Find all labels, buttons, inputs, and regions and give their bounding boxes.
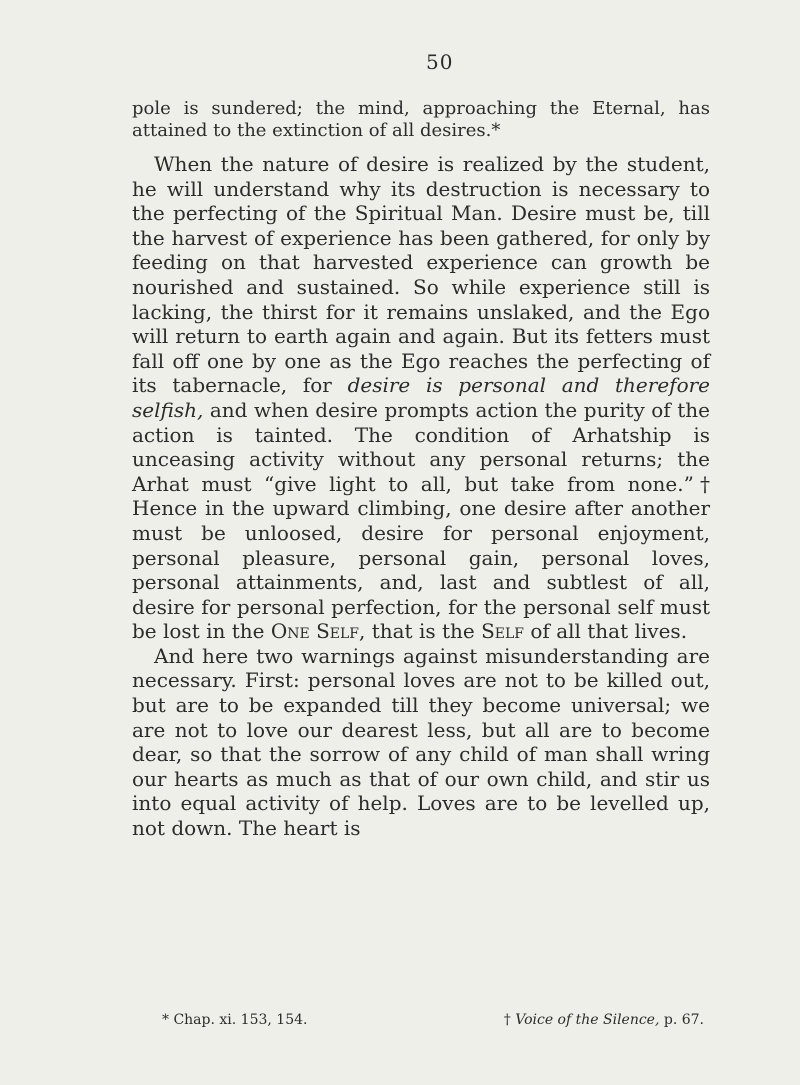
page-number: 50: [426, 50, 454, 74]
paragraph-2-text-b: and when desire prompts action the purity of the action is tainted. The condition of Arhatship is unceasing activity without any personal returns; the Arhat must “give light to all, but take from none.”† Hence in the upward climbing, one desire after another must be unloosed, desire for personal enjoyment, personal pleasure, personal gain, personal loves, personal attainments, and, last and subtlest of all, desire for personal perfection, for the personal self must be lost in the: [132, 397, 710, 644]
footnote-2: [504, 1012, 710, 1028]
footnote-2-suffix: p. 67.: [659, 1012, 704, 1028]
footnotes: [132, 1012, 710, 1028]
footnote-1: * Chap. xi. 153, 154.: [162, 1012, 308, 1028]
paragraph-2: [132, 152, 710, 644]
paragraph-2-italic: desire is personal and therefore selfish,: [132, 373, 711, 422]
paragraph-2-text-c: , that is the: [359, 619, 482, 644]
paragraph-2-text-a: When the nature of desire is realized by the student, he will understand why its destruction is necessary to the perfecting of the Spiritual Man. Desire must be, till the harvest of experience has been gathered, for only by feeding on that harvested experience can growth be nourished and sustained. So while experience still is lacking, the thirst for it remains unslaked, and the Ego will return to earth again and again. But its fetters must fall off one by one as the Ego reaches the perfecting of its tabernacle, for: [132, 152, 710, 398]
footnote-2-prefix: †: [503, 1012, 516, 1028]
self-smallcaps: Self: [481, 619, 525, 644]
page-body: [132, 48, 710, 841]
paragraph-3: And here two warnings against misunderstanding are necessary. First: personal loves are not to be killed out, but are to be expanded till they become universal; we are not to love our dearest less, but all are to become dear, so that the sorrow of any child of man shall wring our hearts as much as that of our own child, and stir us into equal activity of help. Loves are to be levelled up, not down. The heart is: [132, 643, 710, 841]
paragraph-1: pole is sundered; the mind, approaching the Eternal, has attained to the extinction of all desires.*: [132, 98, 710, 141]
footnote-2-title: Voice of the Silence,: [515, 1012, 660, 1028]
paragraph-2-text-d: of all that lives.: [524, 619, 688, 644]
one-self-smallcaps: One Self: [270, 619, 359, 644]
